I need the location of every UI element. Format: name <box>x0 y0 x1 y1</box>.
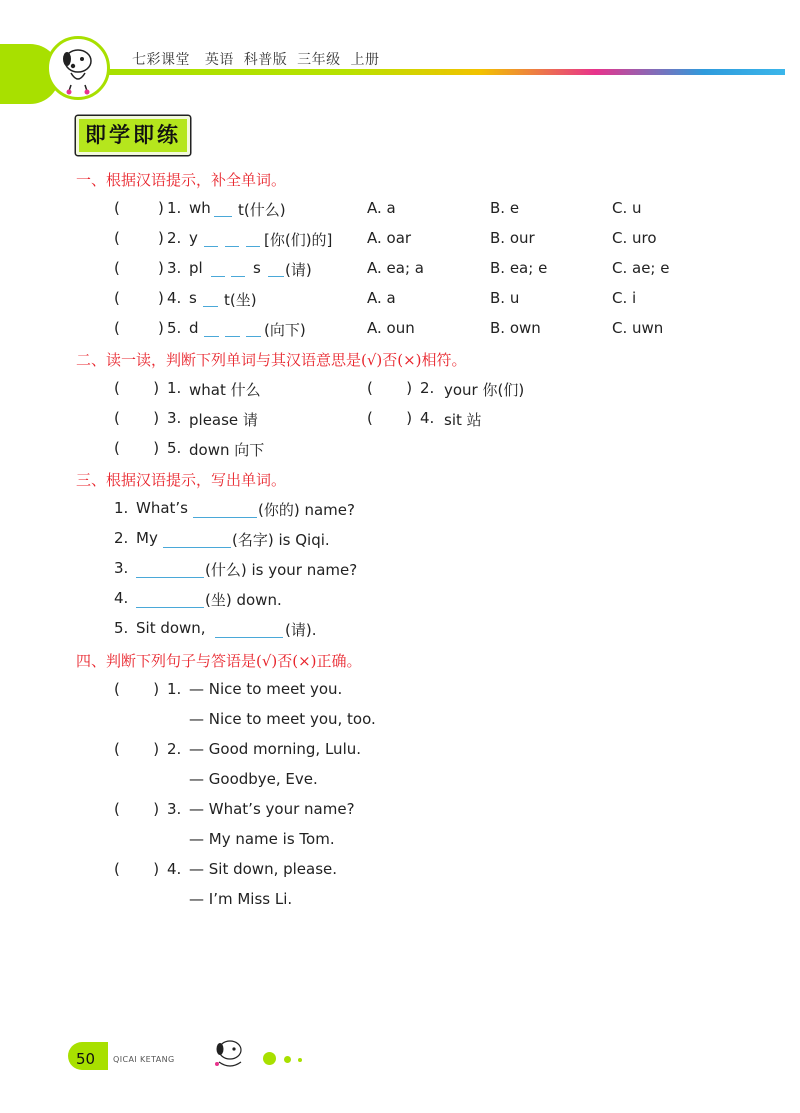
s3-q3-after: (什么) is your name? <box>205 561 358 579</box>
s4-q3-answer: — My name is Tom. <box>189 830 335 848</box>
s1-q5-blank-3[interactable] <box>246 336 261 337</box>
s3-q5-blank[interactable] <box>215 637 283 638</box>
s1-q3-prefix: pl <box>189 259 203 277</box>
s1-q3-blank-1[interactable] <box>211 276 225 277</box>
s1-q1-option-a: A. a <box>367 199 396 217</box>
section-banner: 即学即练 <box>76 116 190 155</box>
footer-dot-large <box>263 1052 276 1065</box>
s4-q1-paren[interactable]: ( ) <box>114 680 160 698</box>
s3-q4-after: (坐) down. <box>205 591 282 609</box>
s1-q2-prefix: y <box>189 229 198 247</box>
s1-q1-option-c: C. u <box>612 199 642 217</box>
s4-q3-number: 3. <box>167 800 182 818</box>
s1-q5-blank-2[interactable] <box>225 336 240 337</box>
s4-q3-paren[interactable]: ( ) <box>114 800 160 818</box>
s1-q3-blank-2[interactable] <box>231 276 245 277</box>
s3-q1-after: (你的) name? <box>258 501 355 519</box>
s2-q1-number: 1. <box>167 379 182 397</box>
s1-q4-option-b: B. u <box>490 289 520 307</box>
s1-q2-number: 2. <box>167 229 182 247</box>
s2-q2-number: 2. <box>420 379 435 397</box>
s4-q2-answer: — Goodbye, Eve. <box>189 770 318 788</box>
s2-q4-number: 4. <box>420 409 435 427</box>
s2-q4-paren[interactable]: ( ) <box>367 409 413 427</box>
section-2-heading: 二、读一读，判断下列单词与其汉语意思是(√)否(×)相符。 <box>76 351 467 369</box>
s2-q3-text: please 请 <box>189 411 258 429</box>
s3-q5-after: (请). <box>285 621 317 639</box>
s1-q3-paren-close: ) <box>158 259 164 277</box>
s4-q4-number: 4. <box>167 860 182 878</box>
s2-q5-text: down 向下 <box>189 441 265 459</box>
s2-q2-text: your 你(们) <box>444 381 525 399</box>
header-rainbow-bar <box>108 69 785 75</box>
s3-q4-number: 4. <box>114 589 129 607</box>
section-4-heading: 四、判断下列句子与答语是(√)否(×)正确。 <box>76 652 362 670</box>
dog-footer-icon <box>205 1036 255 1070</box>
s2-q1-paren[interactable]: ( ) <box>114 379 160 397</box>
s1-q2-blank-1[interactable] <box>204 246 218 247</box>
s1-q4-suffix: t(坐) <box>224 291 257 309</box>
s4-q4-paren[interactable]: ( ) <box>114 860 160 878</box>
s1-q1-option-b: B. e <box>490 199 520 217</box>
s1-q1-suffix: t(什么) <box>238 201 286 219</box>
s1-q2-blank-2[interactable] <box>225 246 239 247</box>
s1-q3-option-c: C. ae; e <box>612 259 670 277</box>
s1-q2-paren-open: ( <box>114 229 120 247</box>
s1-q5-paren-open: ( <box>114 319 120 337</box>
s1-q3-suffix: (请) <box>285 261 312 279</box>
s1-q2-option-b: B. our <box>490 229 535 247</box>
s1-q2-option-c: C. uro <box>612 229 657 247</box>
s1-q2-option-a: A. oar <box>367 229 412 247</box>
s3-q1-number: 1. <box>114 499 129 517</box>
s3-q2-number: 2. <box>114 529 129 547</box>
s1-q2-suffix: [你(们)的] <box>264 231 333 249</box>
s1-q4-number: 4. <box>167 289 182 307</box>
s1-q5-option-a: A. oun <box>367 319 415 337</box>
s4-q2-question: — Good morning, Lulu. <box>189 740 362 758</box>
s4-q1-question: — Nice to meet you. <box>189 680 343 698</box>
s3-q5-number: 5. <box>114 619 129 637</box>
s1-q5-number: 5. <box>167 319 182 337</box>
s1-q4-option-a: A. a <box>367 289 396 307</box>
s1-q3-middle: s <box>253 259 261 277</box>
s2-q1-text: what 什么 <box>189 381 261 399</box>
mascot-frame <box>46 36 110 100</box>
s1-q3-blank-3[interactable] <box>268 276 284 277</box>
s2-q2-paren[interactable]: ( ) <box>367 379 413 397</box>
section-1-heading: 一、根据汉语提示，补全单词。 <box>76 171 287 189</box>
s2-q4-text: sit 站 <box>444 411 482 429</box>
s1-q5-prefix: d <box>189 319 199 337</box>
s1-q3-option-a: A. ea; a <box>367 259 424 277</box>
s1-q5-paren-close: ) <box>158 319 164 337</box>
s3-q2-before: My <box>136 529 158 547</box>
s1-q4-paren-open: ( <box>114 289 120 307</box>
s4-q2-number: 2. <box>167 740 182 758</box>
section-3-heading: 三、根据汉语提示，写出单词。 <box>76 471 287 489</box>
s1-q5-option-b: B. own <box>490 319 541 337</box>
s1-q5-blank-1[interactable] <box>204 336 219 337</box>
s2-q3-paren[interactable]: ( ) <box>114 409 160 427</box>
s1-q1-number: 1. <box>167 199 182 217</box>
s1-q2-blank-3[interactable] <box>246 246 260 247</box>
s1-q5-suffix: (向下) <box>264 321 306 339</box>
s1-q3-number: 3. <box>167 259 182 277</box>
footer-dot-small <box>298 1058 302 1062</box>
s1-q1-paren-open: ( <box>114 199 120 217</box>
s3-q5-before: Sit down, <box>136 619 206 637</box>
s3-q1-before: What’s <box>136 499 188 517</box>
header-logo-shape <box>0 44 115 104</box>
s1-q5-option-c: C. uwn <box>612 319 664 337</box>
s1-q1-blank[interactable] <box>214 216 232 217</box>
s1-q4-paren-close: ) <box>158 289 164 307</box>
s1-q3-option-b: B. ea; e <box>490 259 548 277</box>
s1-q1-paren-close: ) <box>158 199 164 217</box>
s1-q2-paren-close: ) <box>158 229 164 247</box>
s4-q1-answer: — Nice to meet you, too. <box>189 710 376 728</box>
s1-q3-paren-open: ( <box>114 259 120 277</box>
footer-dot-medium <box>284 1056 291 1063</box>
footer-brand: QICAI KETANG <box>113 1055 175 1064</box>
s3-q4-blank[interactable] <box>136 607 204 608</box>
s1-q4-blank[interactable] <box>203 306 218 307</box>
s3-q2-blank[interactable] <box>163 547 231 548</box>
s4-q3-question: — What’s your name? <box>189 800 355 818</box>
s2-q3-number: 3. <box>167 409 182 427</box>
s3-q2-after: (名字) is Qiqi. <box>232 531 330 549</box>
s4-q4-answer: — I’m Miss Li. <box>189 890 293 908</box>
s4-q2-paren[interactable]: ( ) <box>114 740 160 758</box>
s2-q5-number: 5. <box>167 439 182 457</box>
page-number: 50 <box>76 1050 96 1068</box>
header-title: 七彩课堂 英语 科普版 三年级 上册 <box>132 52 380 68</box>
s2-q5-paren[interactable]: ( ) <box>114 439 160 457</box>
dog-mascot-icon <box>49 39 107 97</box>
s3-q3-blank[interactable] <box>136 577 204 578</box>
s1-q4-option-c: C. i <box>612 289 637 307</box>
s1-q1-prefix: wh <box>189 199 211 217</box>
s3-q1-blank[interactable] <box>193 517 257 518</box>
s4-q4-question: — Sit down, please. <box>189 860 338 878</box>
s3-q3-number: 3. <box>114 559 129 577</box>
s1-q4-prefix: s <box>189 289 197 307</box>
s4-q1-number: 1. <box>167 680 182 698</box>
